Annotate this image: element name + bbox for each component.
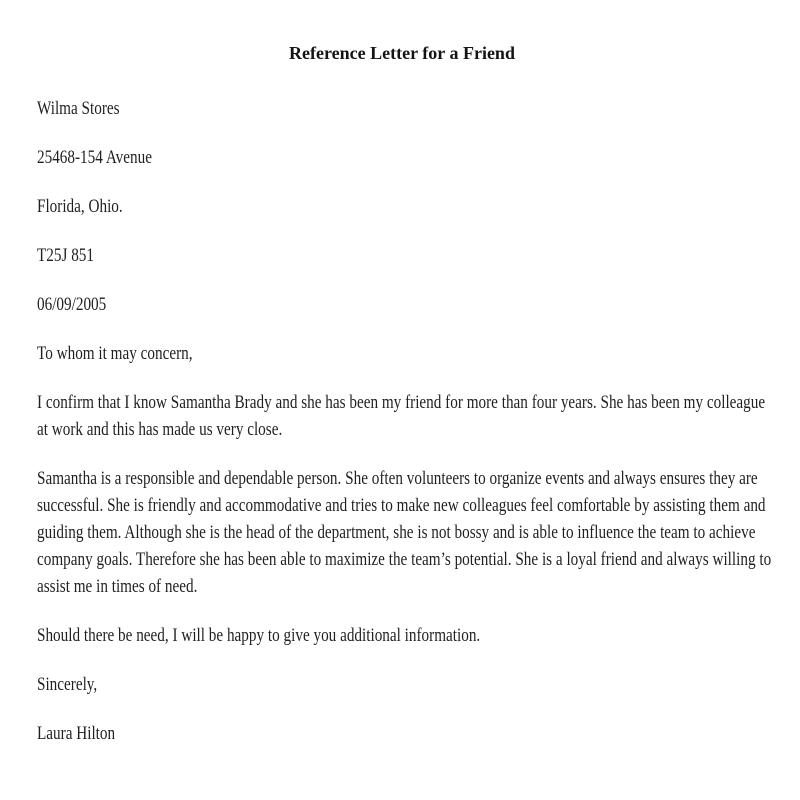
paragraph-character-description	[37, 465, 772, 600]
paragraph-introduction	[37, 389, 767, 443]
signature-name: Laura Hilton	[37, 723, 116, 744]
salutation: To whom it may concern,	[37, 343, 193, 364]
paragraph-line: Samantha is a responsible and dependable person. She often volunteers to organize events and always ensures they are	[37, 468, 758, 489]
paragraph-line: company goals. Therefore she has been able to maximize the team’s potential. She is a loyal friend and always willing to	[37, 549, 772, 570]
letter-title	[37, 40, 767, 67]
paragraph-line: successful. She is friendly and accommodative and tries to make new colleagues feel comfortable by assisting them and	[37, 495, 766, 516]
paragraph-line: Should there be need, I will be happy to give you additional information.	[37, 625, 481, 646]
sender-postal-code: T25J 851	[37, 245, 94, 266]
sender-block	[37, 95, 767, 318]
paragraph-additional-info-offer	[37, 622, 767, 649]
sender-name: Wilma Stores	[37, 98, 120, 119]
letter-title-text: Reference Letter for a Friend	[289, 43, 515, 63]
paragraph-line: I confirm that I know Samantha Brady and she has been my friend for more than four years. She has been my colleague	[37, 392, 766, 413]
letter-date: 06/09/2005	[37, 294, 107, 315]
paragraph-line: guiding them. Although she is the head of the department, she is not bossy and is able to influence the team to achieve	[37, 522, 756, 543]
letter-body	[37, 389, 772, 649]
closing: Sincerely,	[37, 674, 98, 695]
paragraph-line: assist me in times of need.	[37, 576, 198, 597]
sender-street: 25468-154 Avenue	[37, 147, 152, 168]
paragraph-line: at work and this has made us very close.	[37, 419, 283, 440]
sender-city-state: Florida, Ohio.	[37, 196, 123, 217]
